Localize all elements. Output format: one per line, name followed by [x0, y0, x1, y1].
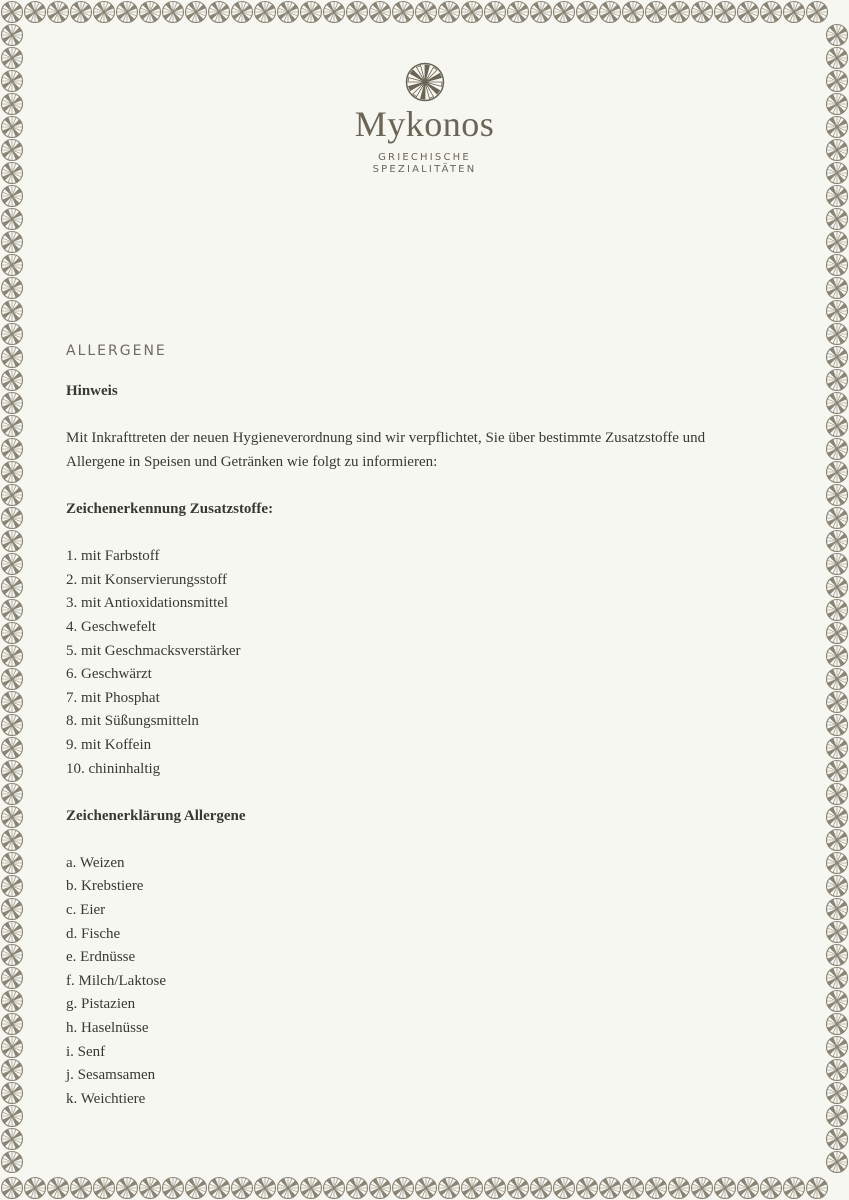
list-item: 3. mit Antioxidationsmittel: [66, 595, 229, 612]
list-item: e. Erdnüsse: [66, 949, 136, 966]
list-item: j. Sesamsamen: [66, 1067, 156, 1084]
tagline-line-2: SPEZIALITÄTEN: [372, 164, 477, 175]
tagline-line-1: GRIECHISCHE: [378, 152, 471, 163]
list-item: k. Weichtiere: [66, 1090, 146, 1107]
allergens-heading: Zeichenerklärung Allergene: [66, 807, 246, 824]
list-item: i. Senf: [66, 1043, 106, 1060]
additives-heading: Zeichenerkennung Zusatzstoffe:: [66, 500, 274, 517]
list-item: f. Milch/Laktose: [66, 972, 166, 989]
list-item: 4. Geschwefelt: [66, 618, 156, 635]
additives-list: [66, 545, 796, 781]
list-item: a. Weizen: [66, 854, 125, 871]
brand-name: Mykonos: [354, 104, 495, 144]
list-item: b. Krebstiere: [66, 878, 144, 895]
list-item: 9. mit Koffein: [66, 736, 152, 753]
list-item: 8. mit Süßungsmitteln: [66, 713, 199, 730]
list-item: 2. mit Konservierungsstoff: [66, 571, 227, 588]
logo: [0, 62, 849, 176]
list-item: c. Eier: [66, 902, 106, 919]
mandala-icon: [405, 62, 445, 102]
list-item: 10. chininhaltig: [66, 760, 161, 777]
list-item: d. Fische: [66, 925, 121, 942]
section-title: ALLERGENE: [66, 343, 167, 359]
allergens-list: [66, 852, 796, 1112]
list-item: 1. mit Farbstoff: [66, 548, 160, 565]
list-item: 5. mit Geschmacksverstärker: [66, 642, 241, 659]
list-item: g. Pistazien: [66, 996, 136, 1013]
notice-text-line-1: Mit Inkrafttreten der neuen Hygieneverordnung sind wir verpflichtet, Sie über bestimmte Zusatzstoffe und: [66, 430, 706, 447]
list-item: h. Haselnüsse: [66, 1020, 149, 1037]
list-item: 7. mit Phosphat: [66, 689, 160, 706]
notice-heading: Hinweis: [66, 383, 118, 399]
brand-tagline: [0, 152, 849, 176]
notice-text-line-2: Allergene in Speisen und Getränken wie folgt zu informieren:: [66, 453, 438, 470]
allergen-content: [66, 380, 796, 1111]
list-item: 6. Geschwärzt: [66, 666, 152, 683]
